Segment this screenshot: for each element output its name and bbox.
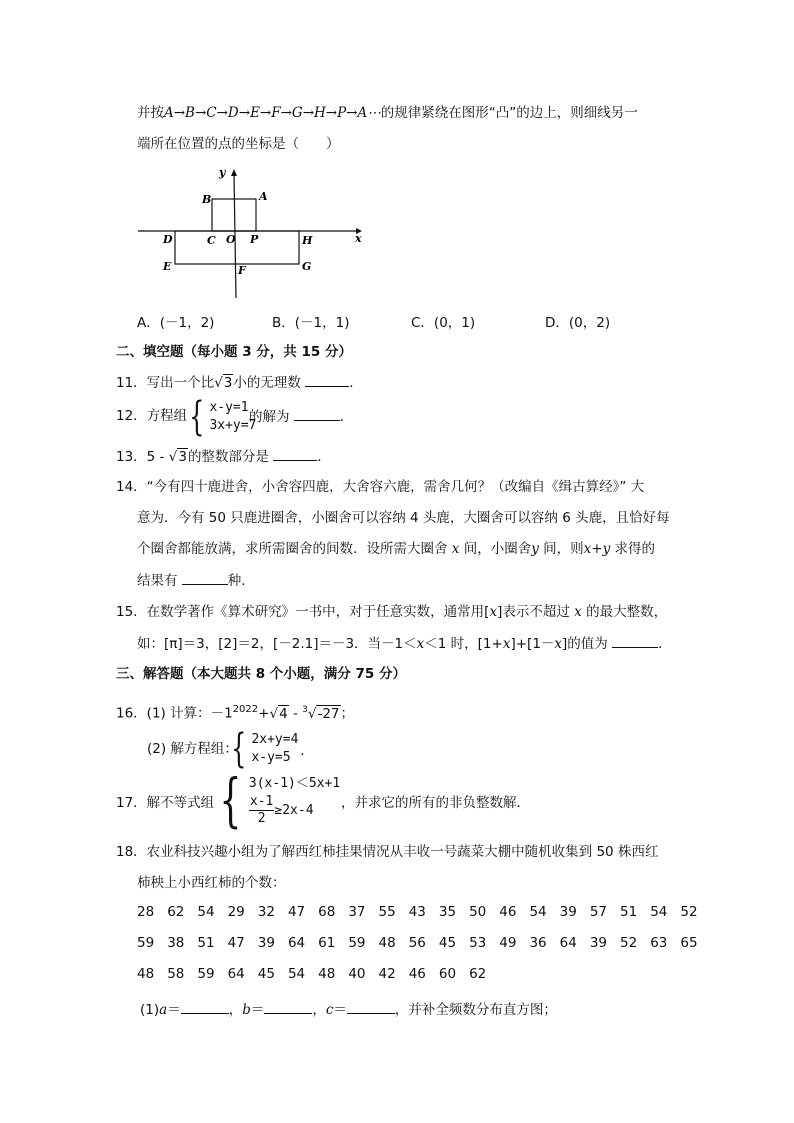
cube-root: √-27 (307, 705, 340, 722)
data-value: 32 (257, 904, 275, 920)
label-C: C (207, 234, 216, 247)
q17-system: { 3(x-1)＜5x+1 $\frac{x-1}{2}$ ≥2x-4 (219, 766, 341, 834)
q12: 12．方程组 (116, 408, 188, 424)
q12-system: { x-y=1 3x+y=7 (189, 394, 257, 440)
data-value: 59 (348, 935, 366, 951)
data-value: 54 (529, 904, 547, 920)
data-value: 45 (257, 966, 275, 982)
q16-part-2: (2) 解方程组： (147, 741, 238, 757)
data-value: 54 (650, 904, 668, 920)
data-value: 64 (287, 935, 306, 951)
label-A: A (259, 190, 268, 203)
data-value: 39 (589, 935, 607, 951)
data-value: 56 (408, 935, 426, 951)
data-value: 52 (680, 904, 698, 920)
data-value: 49 (499, 935, 517, 951)
exponent: 2022 (232, 704, 259, 715)
data-value: 38 (167, 935, 185, 951)
sqrt-4: √4 (269, 705, 288, 722)
data-value: 35 (438, 904, 457, 920)
data-value: 45 (438, 935, 457, 951)
option-b[interactable]: B．(－1，1) (272, 315, 350, 331)
option-d[interactable]: D．(0，2) (545, 315, 611, 331)
data-row-1 (137, 904, 711, 920)
data-value: 59 (137, 935, 155, 951)
answer-a-blank[interactable] (181, 999, 229, 1014)
q18-line-2: 柿秧上小西红柿的个数： (137, 875, 286, 891)
q15-line-2: 如：[π]＝3，[2]＝2，[－2.1]＝－3．当－1＜x＜1 时，[1+x]+[1－x]的值为 ． (137, 633, 672, 654)
fraction: $\frac{x-1}{2}$ (249, 793, 274, 826)
q10-sequence: A→B→C→D→E→F→G→H→P→A⋯ (164, 105, 381, 121)
sqrt-3: √3 (214, 375, 233, 391)
label-P: P (250, 233, 259, 246)
data-value: 37 (348, 904, 366, 920)
answer-b-blank[interactable] (264, 999, 312, 1014)
data-value: 55 (378, 904, 396, 920)
data-value: 64 (227, 966, 245, 982)
data-value: 48 (137, 966, 155, 982)
data-value: 63 (650, 935, 668, 951)
data-value: 39 (257, 935, 275, 951)
q16-system: { 2x+y=4 x-y=5 ． (231, 726, 314, 772)
data-value: 53 (469, 935, 487, 951)
answer-c-blank[interactable] (347, 999, 395, 1014)
data-value: 29 (227, 904, 245, 920)
sqrt-3: √3 (168, 449, 187, 465)
data-value: 47 (287, 904, 306, 920)
data-value: 62 (469, 966, 487, 982)
data-value: 51 (197, 935, 215, 951)
data-value: 39 (559, 904, 577, 920)
q11-answer-blank[interactable] (305, 372, 349, 387)
data-value: 65 (680, 935, 698, 951)
q18-part-1: (1)a＝ ，b＝ ，c＝ ，并补全频数分布直方图； (140, 999, 557, 1020)
label-F: F (238, 264, 246, 277)
data-value: 60 (438, 966, 457, 982)
q12-tail: 的解为 ． (249, 406, 353, 427)
q13: 13．5 - √3的整数部分是 ． (116, 446, 331, 467)
label-y: y (219, 166, 226, 179)
label-G: G (302, 260, 312, 273)
label-O: O (226, 233, 236, 246)
tu-shape-figure (130, 160, 370, 305)
data-value: 28 (137, 904, 155, 920)
q12-answer-blank[interactable] (294, 406, 340, 421)
q17-tail: ，并求它的所有的非负整数解． (341, 795, 530, 811)
data-value: 50 (469, 904, 487, 920)
q10-line-2: 端所在位置的点的坐标是（ ） (137, 136, 340, 152)
data-value: 61 (318, 935, 336, 951)
data-row-2 (137, 935, 711, 951)
label-H: H (302, 234, 313, 247)
q14-answer-blank[interactable] (182, 570, 228, 585)
data-value: 40 (348, 966, 366, 982)
q14-line-4: 结果有 种． (137, 570, 255, 591)
section-2-title: 二、填空题（每小题 3 分，共 15 分） (116, 344, 352, 360)
data-value: 43 (408, 904, 426, 920)
data-value: 54 (287, 966, 306, 982)
label-D: D (163, 233, 173, 246)
data-value: 42 (378, 966, 396, 982)
label-E: E (163, 260, 172, 273)
bottom-rect (175, 231, 299, 264)
q18-line-1: 18．农业科技兴趣小组为了解西红柿挂果情况从丰收一号蔬菜大棚中随机收集到 50 株西红 (116, 844, 659, 860)
q17-label: 17．解不等式组 (116, 795, 215, 811)
option-c[interactable]: C．(0，1) (411, 315, 476, 331)
data-value: 58 (167, 966, 185, 982)
data-row-3 (137, 966, 499, 982)
section-3-title: 三、解答题（本大题共 8 个小题，满分 75 分） (116, 666, 406, 682)
data-value: 54 (197, 904, 215, 920)
q11: 11．写出一个比√3小的无理数 ． (116, 372, 363, 393)
data-value: 46 (408, 966, 426, 982)
q13-answer-blank[interactable] (273, 446, 317, 461)
data-value: 52 (620, 935, 638, 951)
q14-line-2: 意为．今有 50 只鹿进圈舍，小圈舍可以容纳 4 头鹿，大圈舍可以容纳 6 头鹿，且恰好每 (137, 510, 670, 526)
data-value: 36 (529, 935, 547, 951)
data-value: 47 (227, 935, 245, 951)
q15-answer-blank[interactable] (612, 633, 658, 648)
data-value: 46 (499, 904, 517, 920)
data-value: 48 (378, 935, 396, 951)
label-x: x (355, 232, 362, 245)
q10-line-1: 并按A→B→C→D→E→F→G→H→P→A⋯的规律紧绕在图形“凸”的边上，则细线另一 (137, 105, 638, 121)
option-a[interactable]: A．(－1，2) (137, 315, 215, 331)
y-axis-arrow (231, 169, 237, 176)
data-value: 51 (620, 904, 638, 920)
data-value: 57 (589, 904, 607, 920)
label-B: B (202, 193, 212, 206)
data-value: 64 (559, 935, 577, 951)
q14-line-3: 个圈舍都能放满，求所需圈舍的间数．设所需大圈舍 x 间，小圈舍y 间，则x+y 求得的 (137, 541, 656, 557)
data-value: 62 (167, 904, 185, 920)
cube-root-index: 3 (302, 705, 308, 715)
q15-line-1: 15．在数学著作《算术研究》一书中，对于任意实数，通常用[x]表示不超过 x 的最大整数， (116, 604, 668, 620)
q16-part-1: 16．(1) 计算：$-1^{2022}+√4 - ^3√-27$； (116, 704, 355, 722)
q14-line-1: 14．“今有四十鹿进舍，小舍容四鹿，大舍容六鹿，需舍几何？（改编自《缉古算经》” 大 (116, 479, 645, 495)
data-value: 68 (318, 904, 336, 920)
data-value: 59 (197, 966, 215, 982)
data-value: 48 (318, 966, 336, 982)
